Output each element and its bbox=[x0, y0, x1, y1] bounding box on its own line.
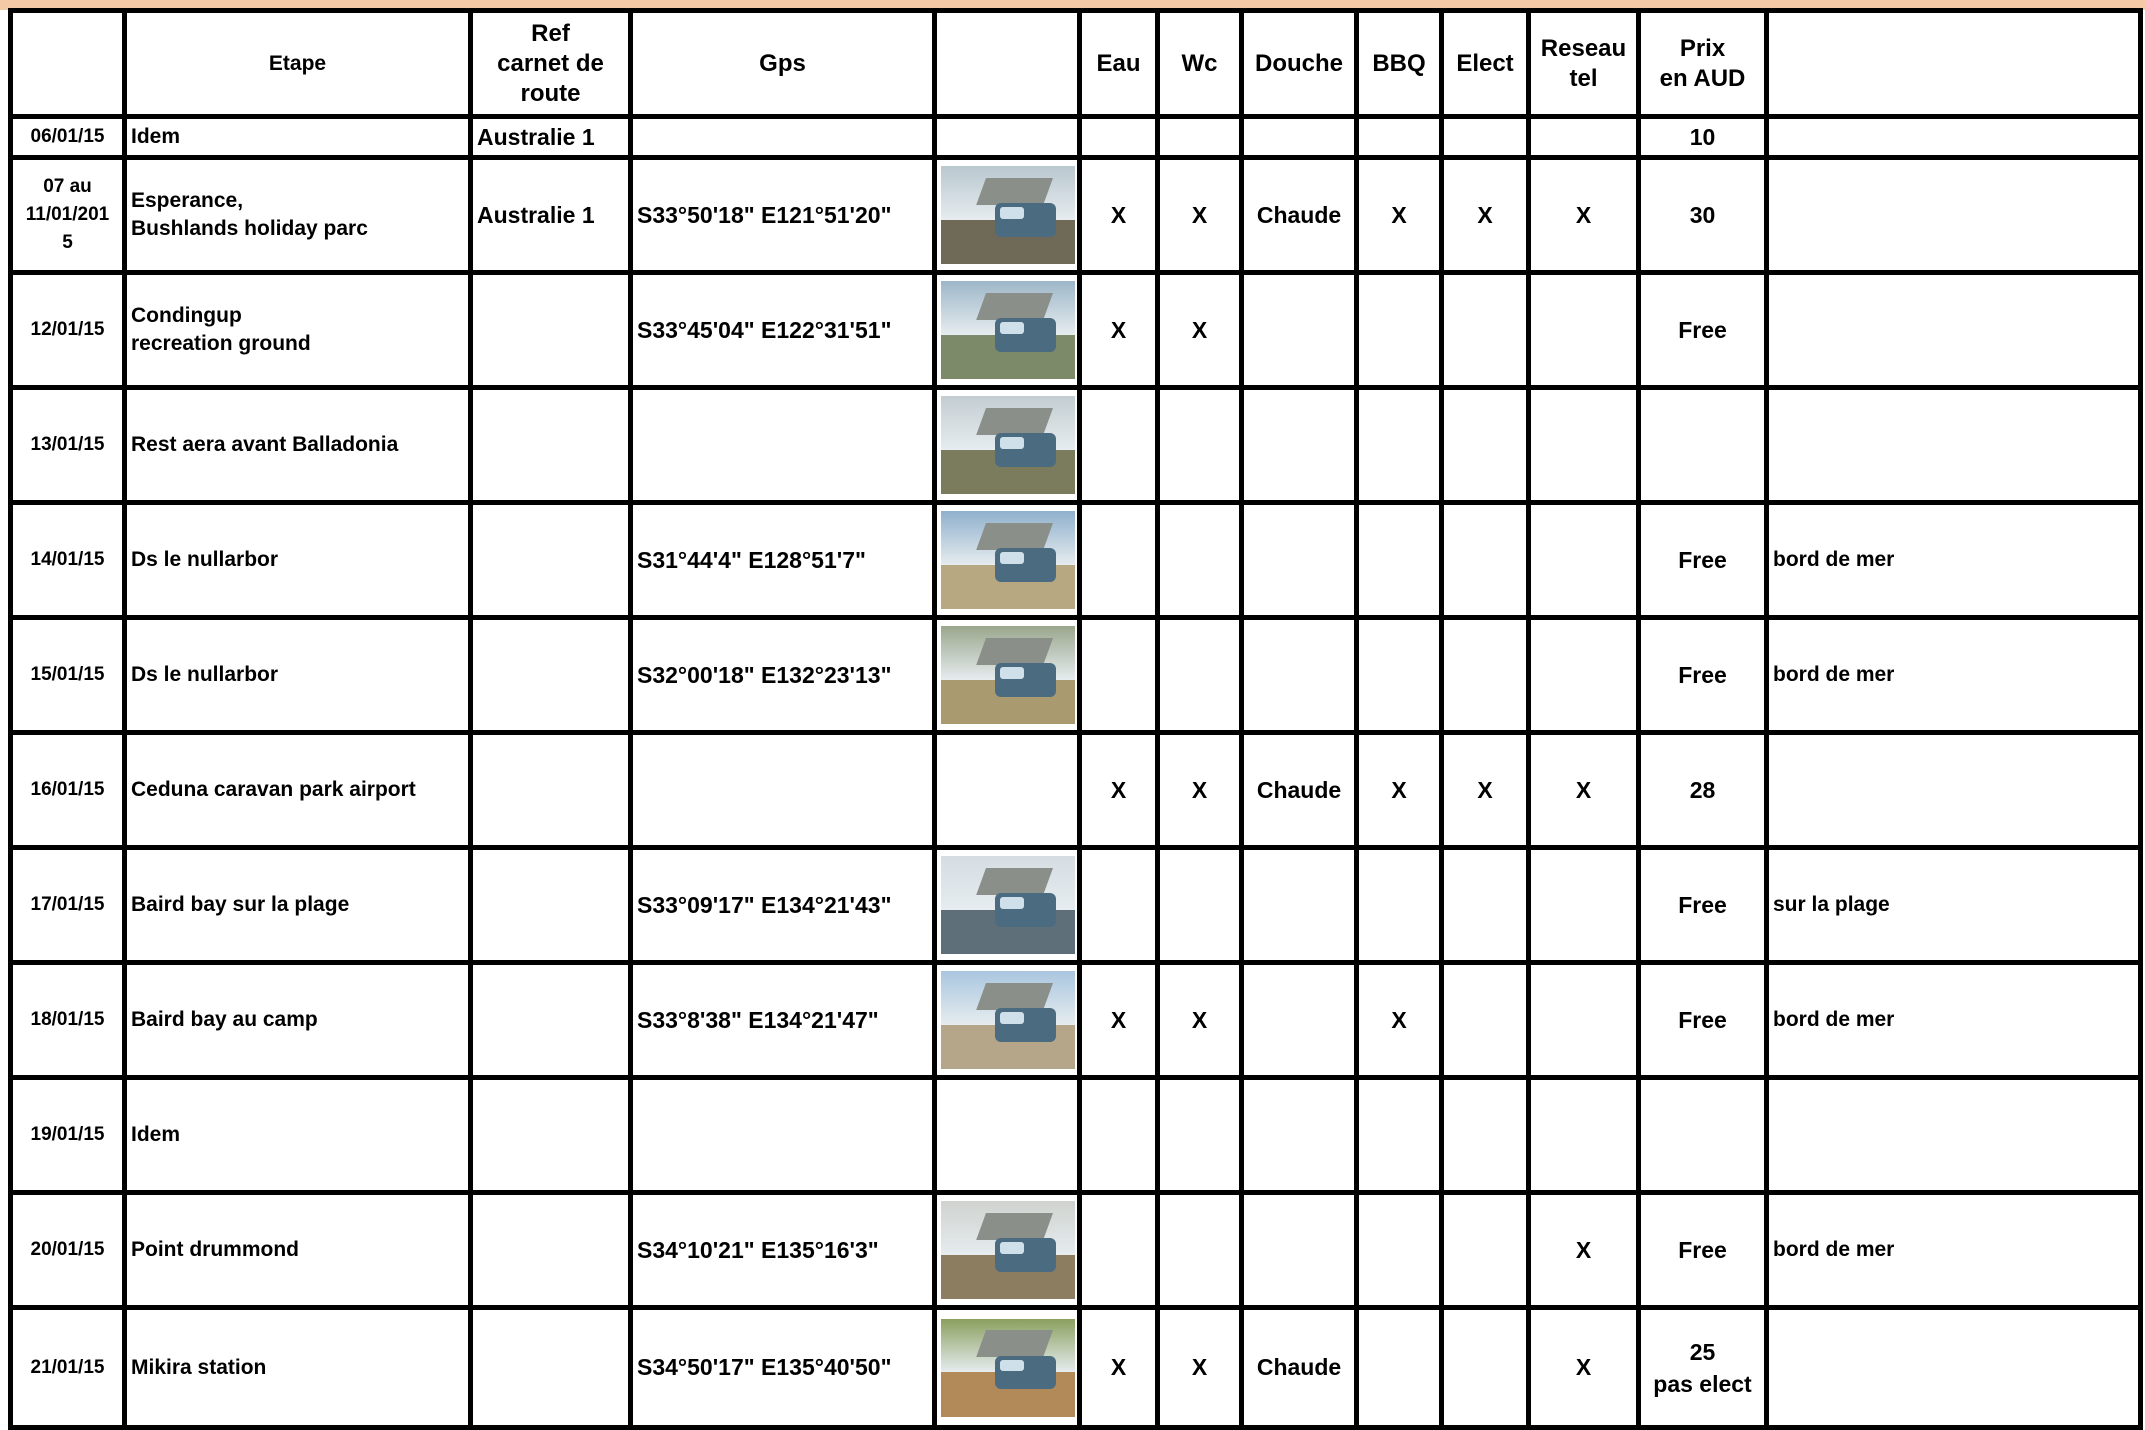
cell-prix: Free bbox=[1639, 848, 1767, 963]
cell-prix: Free bbox=[1639, 963, 1767, 1078]
campsite-log-table bbox=[8, 8, 2143, 1430]
cell-photo bbox=[935, 158, 1080, 273]
cell-reseau bbox=[1529, 618, 1639, 733]
cell-eau: X bbox=[1080, 158, 1158, 273]
cell-note bbox=[1767, 158, 2141, 273]
header-douche: Douche bbox=[1242, 11, 1357, 117]
cell-ref bbox=[471, 848, 631, 963]
cell-note bbox=[1767, 1308, 2141, 1428]
cell-reseau bbox=[1529, 117, 1639, 158]
cell-photo bbox=[935, 273, 1080, 388]
cell-ref bbox=[471, 1193, 631, 1308]
header-ref: Ref carnet de route bbox=[471, 11, 631, 117]
cell-wc bbox=[1158, 503, 1242, 618]
cell-gps bbox=[631, 1078, 935, 1193]
cell-bbq bbox=[1357, 618, 1442, 733]
cell-ref bbox=[471, 963, 631, 1078]
cell-bbq bbox=[1357, 273, 1442, 388]
header-note bbox=[1767, 11, 2141, 117]
cell-prix bbox=[1639, 1078, 1767, 1193]
cell-ref bbox=[471, 733, 631, 848]
table-row bbox=[11, 733, 2141, 848]
cell-douche bbox=[1242, 848, 1357, 963]
cell-bbq bbox=[1357, 1078, 1442, 1193]
cell-etape: Baird bay sur la plage bbox=[125, 848, 471, 963]
cell-note bbox=[1767, 273, 2141, 388]
cell-etape: Esperance, Bushlands holiday parc bbox=[125, 158, 471, 273]
table-row bbox=[11, 388, 2141, 503]
cell-etape: Ds le nullarbor bbox=[125, 503, 471, 618]
cell-prix: 25 pas elect bbox=[1639, 1308, 1767, 1428]
cell-eau: X bbox=[1080, 273, 1158, 388]
cell-prix: Free bbox=[1639, 503, 1767, 618]
cell-douche bbox=[1242, 618, 1357, 733]
cell-wc bbox=[1158, 1193, 1242, 1308]
cell-reseau: X bbox=[1529, 733, 1639, 848]
cell-etape: Idem bbox=[125, 1078, 471, 1193]
cell-bbq: X bbox=[1357, 963, 1442, 1078]
cell-date: 13/01/15 bbox=[11, 388, 125, 503]
cell-date: 15/01/15 bbox=[11, 618, 125, 733]
cell-photo bbox=[935, 503, 1080, 618]
cell-wc bbox=[1158, 388, 1242, 503]
cell-photo bbox=[935, 733, 1080, 848]
cell-ref bbox=[471, 1078, 631, 1193]
cell-note: bord de mer bbox=[1767, 618, 2141, 733]
cell-gps: S34°10'21" E135°16'3" bbox=[631, 1193, 935, 1308]
cell-note bbox=[1767, 733, 2141, 848]
campsite-photo bbox=[941, 1201, 1075, 1299]
cell-eau: X bbox=[1080, 1308, 1158, 1428]
cell-note bbox=[1767, 388, 2141, 503]
cell-etape: Point drummond bbox=[125, 1193, 471, 1308]
cell-bbq bbox=[1357, 848, 1442, 963]
cell-ref bbox=[471, 618, 631, 733]
header-prix: Prix en AUD bbox=[1639, 11, 1767, 117]
cell-elect bbox=[1442, 1308, 1529, 1428]
cell-wc bbox=[1158, 848, 1242, 963]
cell-date: 16/01/15 bbox=[11, 733, 125, 848]
cell-eau bbox=[1080, 1078, 1158, 1193]
header-elect: Elect bbox=[1442, 11, 1529, 117]
cell-gps: S33°50'18" E121°51'20" bbox=[631, 158, 935, 273]
campsite-photo bbox=[941, 856, 1075, 954]
cell-gps bbox=[631, 117, 935, 158]
cell-date: 18/01/15 bbox=[11, 963, 125, 1078]
campsite-photo bbox=[941, 1319, 1075, 1417]
cell-etape: Ds le nullarbor bbox=[125, 618, 471, 733]
cell-date: 21/01/15 bbox=[11, 1308, 125, 1428]
cell-wc bbox=[1158, 117, 1242, 158]
cell-wc: X bbox=[1158, 273, 1242, 388]
cell-douche bbox=[1242, 1078, 1357, 1193]
cell-prix: Free bbox=[1639, 1193, 1767, 1308]
cell-photo bbox=[935, 388, 1080, 503]
cell-elect bbox=[1442, 1078, 1529, 1193]
cell-date: 20/01/15 bbox=[11, 1193, 125, 1308]
cell-eau bbox=[1080, 503, 1158, 618]
cell-elect bbox=[1442, 273, 1529, 388]
cell-eau bbox=[1080, 848, 1158, 963]
cell-etape: Mikira station bbox=[125, 1308, 471, 1428]
table-row bbox=[11, 1193, 2141, 1308]
cell-gps: S34°50'17" E135°40'50" bbox=[631, 1308, 935, 1428]
cell-gps: S33°8'38" E134°21'47" bbox=[631, 963, 935, 1078]
cell-date: 17/01/15 bbox=[11, 848, 125, 963]
cell-wc: X bbox=[1158, 733, 1242, 848]
cell-douche bbox=[1242, 388, 1357, 503]
cell-bbq: X bbox=[1357, 733, 1442, 848]
cell-reseau bbox=[1529, 963, 1639, 1078]
cell-date: 07 au 11/01/201 5 bbox=[11, 158, 125, 273]
cell-ref bbox=[471, 1308, 631, 1428]
table-row bbox=[11, 1078, 2141, 1193]
cell-photo bbox=[935, 1193, 1080, 1308]
cell-reseau bbox=[1529, 388, 1639, 503]
cell-reseau: X bbox=[1529, 1308, 1639, 1428]
cell-douche: Chaude bbox=[1242, 158, 1357, 273]
cell-photo bbox=[935, 1078, 1080, 1193]
cell-elect bbox=[1442, 848, 1529, 963]
cell-etape: Ceduna caravan park airport bbox=[125, 733, 471, 848]
cell-note bbox=[1767, 117, 2141, 158]
cell-wc bbox=[1158, 1078, 1242, 1193]
cell-reseau bbox=[1529, 848, 1639, 963]
table-row bbox=[11, 1308, 2141, 1428]
cell-etape: Rest aera avant Balladonia bbox=[125, 388, 471, 503]
cell-elect: X bbox=[1442, 158, 1529, 273]
cell-bbq bbox=[1357, 1193, 1442, 1308]
cell-prix: 30 bbox=[1639, 158, 1767, 273]
cell-eau bbox=[1080, 388, 1158, 503]
cell-photo bbox=[935, 963, 1080, 1078]
cell-eau bbox=[1080, 618, 1158, 733]
cell-etape: Idem bbox=[125, 117, 471, 158]
header-wc: Wc bbox=[1158, 11, 1242, 117]
table-row bbox=[11, 158, 2141, 273]
cell-photo bbox=[935, 848, 1080, 963]
table-row bbox=[11, 273, 2141, 388]
cell-bbq bbox=[1357, 388, 1442, 503]
cell-prix: Free bbox=[1639, 618, 1767, 733]
cell-prix bbox=[1639, 388, 1767, 503]
cell-note bbox=[1767, 1078, 2141, 1193]
cell-note: bord de mer bbox=[1767, 1193, 2141, 1308]
cell-reseau: X bbox=[1529, 158, 1639, 273]
cell-gps bbox=[631, 388, 935, 503]
header-reseau: Reseau tel bbox=[1529, 11, 1639, 117]
header-date bbox=[11, 11, 125, 117]
cell-ref: Australie 1 bbox=[471, 158, 631, 273]
cell-date: 19/01/15 bbox=[11, 1078, 125, 1193]
cell-ref bbox=[471, 388, 631, 503]
table-row bbox=[11, 618, 2141, 733]
cell-douche bbox=[1242, 273, 1357, 388]
cell-elect bbox=[1442, 503, 1529, 618]
cell-gps bbox=[631, 733, 935, 848]
header-gps: Gps bbox=[631, 11, 935, 117]
cell-bbq bbox=[1357, 503, 1442, 618]
cell-photo bbox=[935, 618, 1080, 733]
campsite-photo bbox=[941, 511, 1075, 609]
campsite-photo bbox=[941, 396, 1075, 494]
cell-wc bbox=[1158, 618, 1242, 733]
campsite-photo bbox=[941, 626, 1075, 724]
header-bbq: BBQ bbox=[1357, 11, 1442, 117]
cell-douche bbox=[1242, 117, 1357, 158]
table-row bbox=[11, 503, 2141, 618]
cell-douche: Chaude bbox=[1242, 1308, 1357, 1428]
cell-date: 06/01/15 bbox=[11, 117, 125, 158]
cell-elect bbox=[1442, 1193, 1529, 1308]
cell-gps: S33°09'17" E134°21'43" bbox=[631, 848, 935, 963]
cell-wc: X bbox=[1158, 963, 1242, 1078]
header-photo bbox=[935, 11, 1080, 117]
cell-douche: Chaude bbox=[1242, 733, 1357, 848]
table-row bbox=[11, 848, 2141, 963]
cell-note: bord de mer bbox=[1767, 503, 2141, 618]
cell-reseau: X bbox=[1529, 1193, 1639, 1308]
campsite-photo bbox=[941, 281, 1075, 379]
header-etape: Etape bbox=[125, 11, 471, 117]
cell-prix: 10 bbox=[1639, 117, 1767, 158]
cell-gps: S31°44'4" E128°51'7" bbox=[631, 503, 935, 618]
header-row bbox=[11, 11, 2141, 117]
cell-ref bbox=[471, 273, 631, 388]
campsite-photo bbox=[941, 971, 1075, 1069]
cell-wc: X bbox=[1158, 1308, 1242, 1428]
cell-douche bbox=[1242, 1193, 1357, 1308]
cell-reseau bbox=[1529, 273, 1639, 388]
cell-ref bbox=[471, 503, 631, 618]
cell-douche bbox=[1242, 503, 1357, 618]
cell-elect bbox=[1442, 388, 1529, 503]
cell-gps: S32°00'18" E132°23'13" bbox=[631, 618, 935, 733]
cell-eau bbox=[1080, 117, 1158, 158]
cell-photo bbox=[935, 1308, 1080, 1428]
cell-eau: X bbox=[1080, 733, 1158, 848]
cell-etape: Baird bay au camp bbox=[125, 963, 471, 1078]
cell-elect: X bbox=[1442, 733, 1529, 848]
cell-note: bord de mer bbox=[1767, 963, 2141, 1078]
cell-bbq bbox=[1357, 117, 1442, 158]
cell-date: 14/01/15 bbox=[11, 503, 125, 618]
table-row bbox=[11, 117, 2141, 158]
cell-photo bbox=[935, 117, 1080, 158]
cell-eau: X bbox=[1080, 963, 1158, 1078]
campsite-photo bbox=[941, 166, 1075, 264]
cell-ref: Australie 1 bbox=[471, 117, 631, 158]
cell-elect bbox=[1442, 117, 1529, 158]
cell-etape: Condingup recreation ground bbox=[125, 273, 471, 388]
cell-elect bbox=[1442, 618, 1529, 733]
cell-gps: S33°45'04" E122°31'51" bbox=[631, 273, 935, 388]
cell-reseau bbox=[1529, 1078, 1639, 1193]
cell-reseau bbox=[1529, 503, 1639, 618]
cell-note: sur la plage bbox=[1767, 848, 2141, 963]
cell-eau bbox=[1080, 1193, 1158, 1308]
cell-date: 12/01/15 bbox=[11, 273, 125, 388]
table-row bbox=[11, 963, 2141, 1078]
cell-bbq bbox=[1357, 1308, 1442, 1428]
header-eau: Eau bbox=[1080, 11, 1158, 117]
cell-bbq: X bbox=[1357, 158, 1442, 273]
cell-elect bbox=[1442, 963, 1529, 1078]
cell-prix: Free bbox=[1639, 273, 1767, 388]
cell-wc: X bbox=[1158, 158, 1242, 273]
cell-prix: 28 bbox=[1639, 733, 1767, 848]
cell-douche bbox=[1242, 963, 1357, 1078]
